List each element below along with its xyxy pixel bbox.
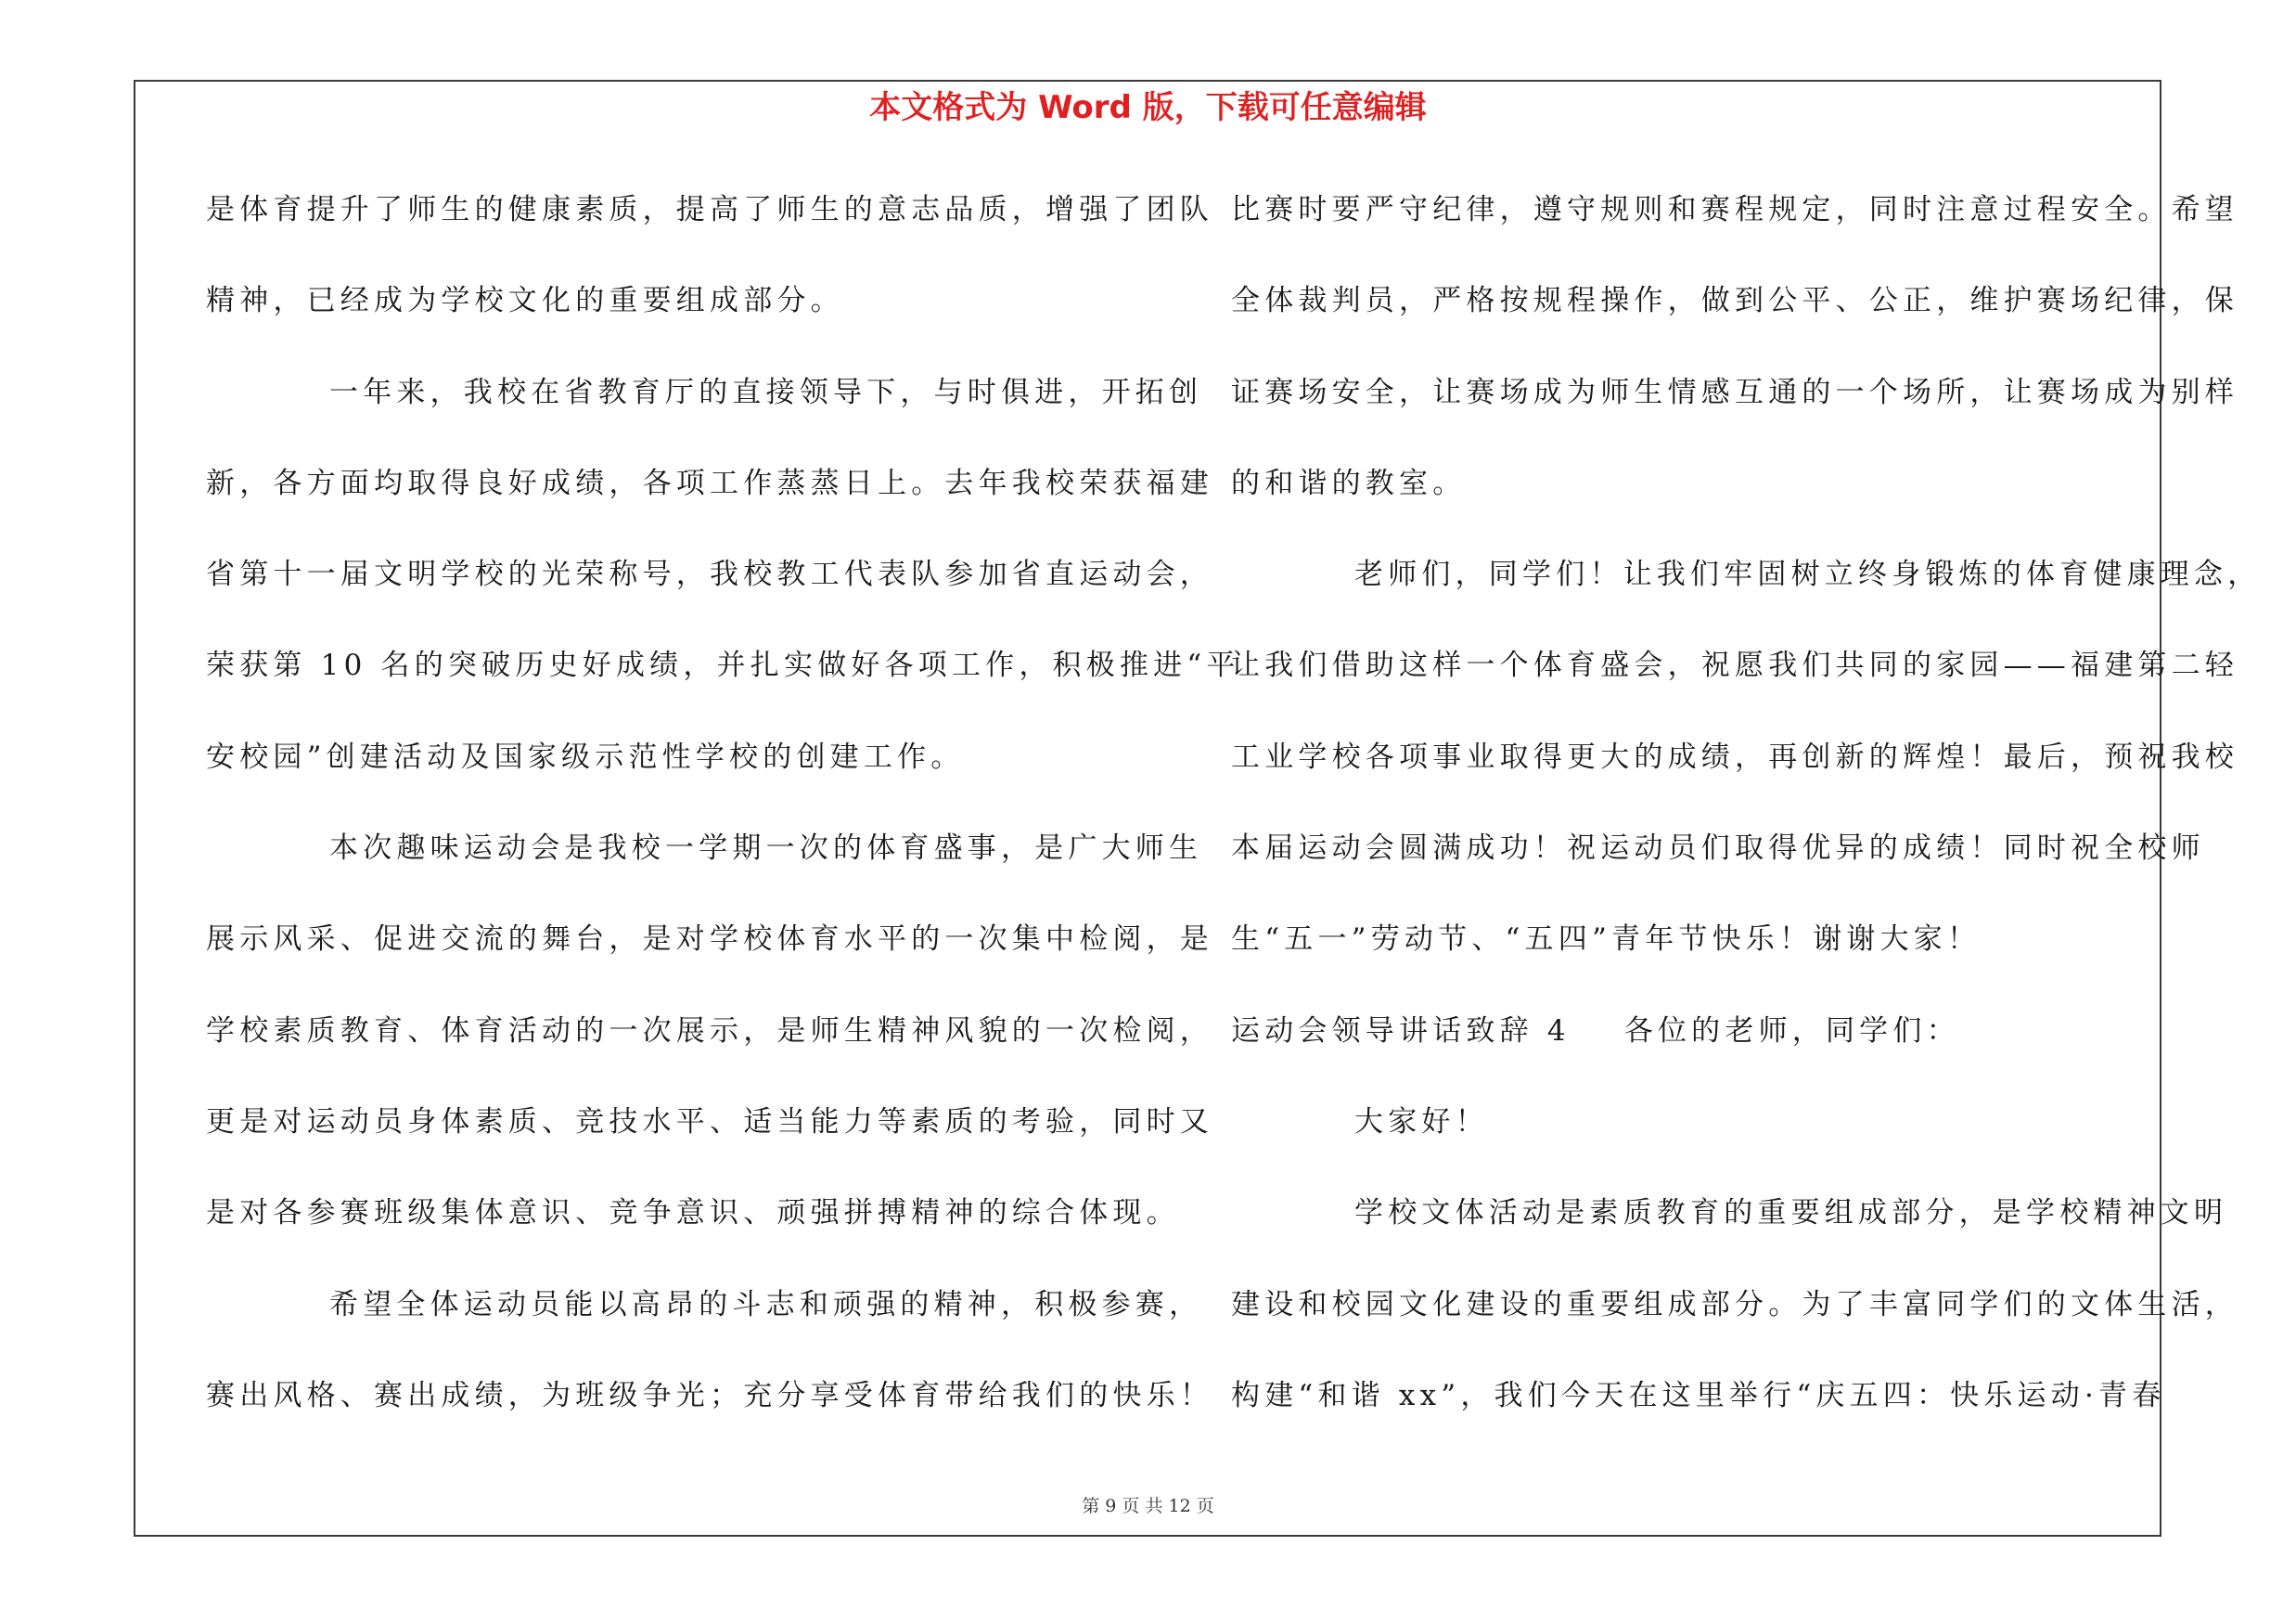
text-line: 本届运动会圆满成功！祝运动员们取得优异的成绩！同时祝全校师 bbox=[1231, 831, 2205, 866]
text-line: 一年来，我校在省教育厅的直接领导下，与时俱进，开拓创 bbox=[329, 375, 1203, 409]
right-column bbox=[1231, 182, 2262, 1459]
text-line: 是体育提升了师生的健康素质，提高了师生的意志品质，增强了团队 bbox=[206, 193, 1213, 226]
text-line: 大家好！ bbox=[1354, 1104, 1489, 1139]
text-line: 是对各参赛班级集体意识、竞争意识、顽强拼搏精神的综合体现。 bbox=[206, 1196, 1180, 1230]
text-line: 工业学校各项事业取得更大的成绩，再创新的辉煌！最后，预祝我校 bbox=[1231, 740, 2238, 774]
text-line: 建设和校园文化建设的重要组成部分。为了丰富同学们的文体生活， bbox=[1231, 1287, 2238, 1321]
text-line: 生“五一”劳动节、“五四”青年节快乐！谢谢大家！ bbox=[1231, 922, 1982, 957]
text-line: 更是对运动员身体素质、竞技水平、适当能力等素质的考验，同时又 bbox=[206, 1104, 1213, 1139]
text-line: 学校文体活动是素质教育的重要组成部分，是学校精神文明 bbox=[1354, 1196, 2228, 1230]
format-banner: 本文格式为 Word 版，下载可任意编辑 bbox=[869, 89, 1427, 126]
text-line: 荣获第 10 名的突破历史好成绩，并扎实做好各项工作，积极推进“平 bbox=[206, 649, 1240, 683]
text-line: 希望全体运动员能以高昂的斗志和顽强的精神，积极参赛， bbox=[329, 1287, 1203, 1321]
text-line: 精神，已经成为学校文化的重要组成部分。 bbox=[206, 284, 844, 318]
text-line: 新，各方面均取得良好成绩，各项工作蒸蒸日上。去年我校荣获福建 bbox=[206, 466, 1213, 500]
text-line: 老师们，同学们！让我们牢固树立终身锻炼的体育健康理念， bbox=[1354, 558, 2262, 592]
text-line: 证赛场安全，让赛场成为师生情感互通的一个场所，让赛场成为别样 bbox=[1231, 375, 2238, 409]
salutation: 各位的老师，同学们： bbox=[1623, 1013, 1960, 1048]
text-line: 让我们借助这样一个体育盛会，祝愿我们共同的家园——福建第二轻 bbox=[1231, 649, 2238, 683]
text-line: 学校素质教育、体育活动的一次展示，是师生精神风貌的一次检阅， bbox=[206, 1013, 1213, 1048]
text-line: 安校园”创建活动及国家级示范性学校的创建工作。 bbox=[206, 740, 965, 774]
left-column bbox=[206, 182, 1240, 1459]
text-line: 的和谐的教室。 bbox=[1231, 466, 1467, 500]
text-line: 比赛时要严守纪律，遵守规则和赛程规定，同时注意过程安全。希望 bbox=[1231, 193, 2238, 226]
text-line: 省第十一届文明学校的光荣称号，我校教工代表队参加省直运动会， bbox=[206, 558, 1213, 592]
text-line: 构建“和谐 xx”，我们今天在这里举行“庆五四：快乐运动·青春 bbox=[1231, 1378, 2166, 1412]
text-line: 全体裁判员，严格按规程操作，做到公平、公正，维护赛场纪律，保 bbox=[1231, 284, 2238, 318]
text-line: 展示风采、促进交流的舞台，是对学校体育水平的一次集中检阅，是 bbox=[206, 922, 1213, 957]
section-heading-line bbox=[1231, 1003, 2187, 1094]
text-line: 赛出风格、赛出成绩，为班级争光；充分享受体育带给我们的快乐！ bbox=[206, 1378, 1213, 1412]
section-title: 运动会领导讲话致辞 4 bbox=[1231, 1013, 1571, 1048]
page-number-footer: 第 9 页 共 12 页 bbox=[1082, 1496, 1214, 1516]
text-line: 本次趣味运动会是我校一学期一次的体育盛事，是广大师生 bbox=[329, 831, 1203, 866]
